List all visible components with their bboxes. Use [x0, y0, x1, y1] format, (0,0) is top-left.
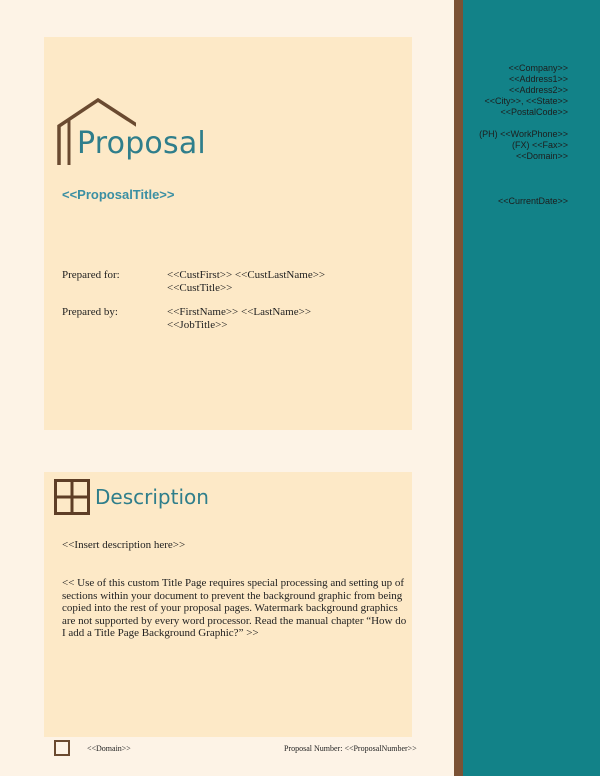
prepared-for-label: Prepared for: — [62, 269, 120, 281]
sidebar-company: <<Company>> — [508, 63, 568, 73]
cover-panel — [44, 37, 412, 430]
sidebar-domain: <<Domain>> — [515, 151, 568, 161]
window-icon — [54, 479, 90, 515]
footer-proposal-number: Proposal Number: <<ProposalNumber>> — [284, 744, 417, 753]
prepared-for-name: <<CustFirst>> <<CustLastName>> — [167, 269, 326, 281]
sidebar-address1: <<Address1>> — [508, 74, 568, 84]
page-title: Proposal — [77, 126, 206, 161]
prepared-by-label: Prepared by: — [62, 306, 118, 318]
proposal-title-field: <<ProposalTitle>> — [62, 187, 175, 202]
prepared-by-title: <<JobTitle>> — [167, 319, 228, 331]
sidebar-phone: (PH) <<WorkPhone>> — [479, 129, 568, 139]
description-placeholder: <<Insert description here>> — [62, 539, 186, 551]
sidebar-city-state: <<City>>, <<State>> — [484, 96, 568, 106]
sidebar-brown-stripe — [454, 0, 463, 776]
description-paragraph: << Use of this custom Title Page requires special processing and setting up of sections within your document to prevent the background graphic from being copied into the rest of your proposal pages. Watermark background graphics are not supported by every word processor. Read the manual chapter “How do I add a Title Page Background Graphic?” >> — [62, 577, 407, 639]
sidebar-postal-code: <<PostalCode>> — [500, 107, 568, 117]
prepared-by-name: <<FirstName>> <<LastName>> — [167, 306, 312, 318]
prepared-for-title: <<CustTitle>> — [167, 282, 233, 294]
sidebar-fax: (FX) <<Fax>> — [511, 140, 568, 150]
footer-domain: <<Domain>> — [87, 744, 131, 753]
sidebar-current-date: <<CurrentDate>> — [497, 196, 568, 206]
sidebar-address2: <<Address2>> — [508, 85, 568, 95]
checkbox-square-icon — [54, 740, 70, 756]
description-heading: Description — [95, 485, 209, 509]
